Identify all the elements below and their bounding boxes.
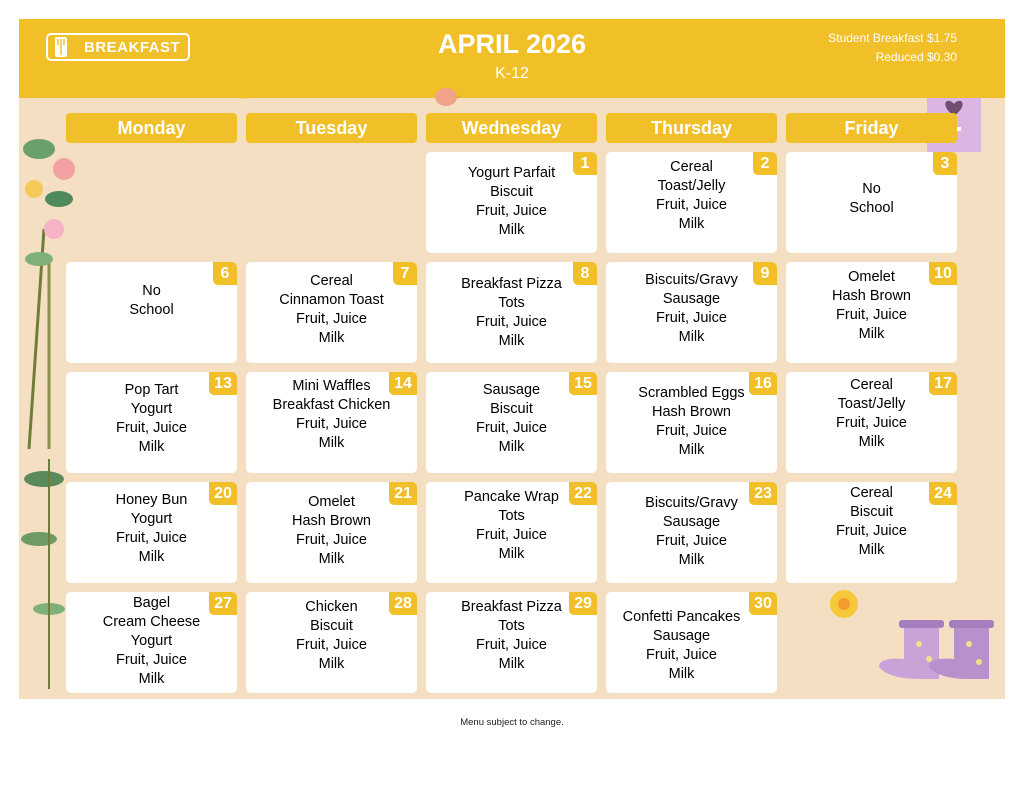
- menu-item: Milk: [678, 216, 705, 232]
- page-title: APRIL 2026: [437, 29, 587, 59]
- menu-item: Milk: [318, 551, 345, 567]
- day-cell: [246, 372, 417, 473]
- day-cell: [606, 152, 777, 253]
- menu-item: Milk: [138, 671, 165, 687]
- menu-item: Milk: [138, 439, 165, 455]
- day-cell: [786, 152, 957, 253]
- menu-items: [426, 488, 597, 564]
- day-cell: [246, 262, 417, 363]
- header-bar: [19, 19, 1005, 98]
- menu-item: Fruit, Juice: [656, 533, 727, 549]
- day-number: 16: [749, 372, 777, 395]
- reduced-price: Reduced $0.30: [875, 50, 957, 64]
- menu-item: Yogurt: [130, 401, 173, 417]
- day-number: 8: [573, 262, 597, 285]
- menu-item: Milk: [138, 549, 165, 565]
- day-number: 21: [389, 482, 417, 505]
- day-cell: [426, 262, 597, 363]
- day-header-thursday: Thursday: [606, 113, 777, 143]
- day-number: 28: [389, 592, 417, 615]
- day-number: 1: [573, 152, 597, 175]
- menu-item: Yogurt Parfait: [467, 165, 556, 181]
- menu-item: Biscuit: [490, 401, 533, 417]
- menu-items: [606, 158, 777, 234]
- menu-item: Bagel: [132, 595, 171, 611]
- menu-item: Breakfast Pizza: [461, 599, 562, 615]
- menu-items: [246, 598, 417, 674]
- menu-item: Fruit, Juice: [836, 523, 907, 539]
- day-header-tuesday: Tuesday: [246, 113, 417, 143]
- day-cell: [66, 592, 237, 693]
- menu-items: [246, 377, 417, 453]
- menu-item: Milk: [498, 656, 525, 672]
- menu-item: Cereal: [310, 273, 353, 289]
- student-price: Student Breakfast $1.75: [828, 31, 957, 45]
- menu-item: Tots: [498, 508, 525, 524]
- price-info: [828, 29, 957, 67]
- menu-items: [786, 376, 957, 452]
- menu-item: Cereal: [850, 485, 893, 501]
- menu-items: [596, 608, 767, 684]
- menu-item: Milk: [318, 435, 345, 451]
- menu-item: Breakfast Chicken: [272, 397, 391, 413]
- menu-item: Fruit, Juice: [656, 423, 727, 439]
- menu-item: Pop Tart: [124, 382, 179, 398]
- menu-item: No: [862, 181, 881, 197]
- menu-items: [606, 384, 777, 460]
- menu-item: Sausage: [652, 628, 711, 644]
- day-number: 20: [209, 482, 237, 505]
- day-number: 27: [209, 592, 237, 615]
- menu-item: Toast/Jelly: [657, 178, 726, 194]
- day-cell: [606, 482, 777, 583]
- menu-item: Biscuit: [850, 504, 893, 520]
- menu-items: [66, 282, 237, 320]
- menu-item: Biscuits/Gravy: [645, 272, 738, 288]
- menu-item: Pancake Wrap: [464, 489, 559, 505]
- menu-item: Confetti Pancakes: [622, 609, 741, 625]
- menu-items: [66, 491, 237, 567]
- menu-item: Tots: [498, 295, 525, 311]
- menu-item: Milk: [498, 546, 525, 562]
- day-cell: [786, 372, 957, 473]
- menu-item: Hash Brown: [832, 288, 911, 304]
- menu-item: Sausage: [662, 514, 721, 530]
- menu-items: [786, 268, 957, 344]
- menu-item: Fruit, Juice: [646, 647, 717, 663]
- day-number: 22: [569, 482, 597, 505]
- menu-item: Milk: [678, 442, 705, 458]
- menu-item: Hash Brown: [292, 513, 371, 529]
- day-number: 3: [933, 152, 957, 175]
- menu-item: Fruit, Juice: [116, 530, 187, 546]
- day-number: 9: [753, 262, 777, 285]
- menu-item: Fruit, Juice: [656, 197, 727, 213]
- menu-item: Milk: [668, 666, 695, 682]
- day-header-wednesday: Wednesday: [426, 113, 597, 143]
- day-number: 13: [209, 372, 237, 395]
- menu-item: School: [129, 302, 174, 318]
- menu-item: Fruit, Juice: [476, 637, 547, 653]
- menu-item: Cereal: [850, 377, 893, 393]
- menu-item: Fruit, Juice: [116, 652, 187, 668]
- footer-note: Menu subject to change.: [460, 717, 564, 728]
- menu-item: Milk: [498, 333, 525, 349]
- menu-items: [426, 598, 597, 674]
- menu-item: Biscuit: [310, 618, 353, 634]
- menu-item: Fruit, Juice: [476, 314, 547, 330]
- menu-item: Fruit, Juice: [656, 310, 727, 326]
- calendar-page: [19, 19, 1005, 699]
- menu-item: Fruit, Juice: [296, 416, 367, 432]
- menu-item: Cinnamon Toast: [279, 292, 384, 308]
- menu-item: Milk: [678, 552, 705, 568]
- day-cell: [426, 152, 597, 253]
- day-number: 17: [929, 372, 957, 395]
- day-number: 10: [929, 262, 957, 285]
- menu-item: Yogurt: [130, 511, 173, 527]
- day-number: 29: [569, 592, 597, 615]
- menu-item: Hash Brown: [652, 404, 731, 420]
- day-number: 7: [393, 262, 417, 285]
- menu-item: Fruit, Juice: [476, 203, 547, 219]
- menu-item: Yogurt: [130, 633, 173, 649]
- day-number: 15: [569, 372, 597, 395]
- day-cell: [606, 372, 777, 473]
- menu-item: Fruit, Juice: [296, 311, 367, 327]
- menu-item: Fruit, Juice: [116, 420, 187, 436]
- menu-item: Milk: [858, 434, 885, 450]
- day-cell: [786, 262, 957, 363]
- menu-item: Fruit, Juice: [836, 307, 907, 323]
- flower-decoration-right: [814, 579, 874, 629]
- day-number: 2: [753, 152, 777, 175]
- menu-item: Fruit, Juice: [296, 637, 367, 653]
- menu-items: [246, 493, 417, 569]
- menu-item: Cereal: [670, 159, 713, 175]
- day-cell: [606, 592, 777, 693]
- day-cell: [426, 592, 597, 693]
- menu-items: [426, 275, 597, 351]
- menu-item: Fruit, Juice: [476, 527, 547, 543]
- menu-item: Mini Waffles: [292, 378, 371, 394]
- menu-item: Breakfast Pizza: [461, 276, 562, 292]
- menu-items: [786, 180, 957, 218]
- menu-items: [786, 484, 957, 560]
- boots-decoration: [864, 614, 1004, 699]
- menu-items: [66, 381, 237, 457]
- logo-label: BREAKFAST: [84, 38, 181, 56]
- day-cell: [606, 262, 777, 363]
- day-number: 14: [389, 372, 417, 395]
- menu-item: Omelet: [848, 269, 895, 285]
- menu-items: [606, 271, 777, 347]
- day-cell: [426, 372, 597, 473]
- menu-item: Honey Bun: [115, 492, 188, 508]
- bird-decoration: [432, 83, 462, 109]
- menu-item: Toast/Jelly: [837, 396, 906, 412]
- menu-item: Fruit, Juice: [476, 420, 547, 436]
- day-cell: [66, 262, 237, 363]
- menu-item: Sausage: [662, 291, 721, 307]
- menu-item: No: [142, 283, 161, 299]
- day-cell: [246, 592, 417, 693]
- day-cell: [426, 482, 597, 583]
- menu-items: [66, 594, 237, 689]
- menu-item: Tots: [498, 618, 525, 634]
- menu-item: Cream Cheese: [102, 614, 201, 630]
- menu-item: Biscuit: [490, 184, 533, 200]
- day-number: 24: [929, 482, 957, 505]
- menu-item: Fruit, Juice: [836, 415, 907, 431]
- grade-range: K-12: [495, 65, 529, 82]
- menu-items: [246, 272, 417, 348]
- menu-item: Milk: [858, 542, 885, 558]
- day-cell: [246, 482, 417, 583]
- menu-item: Milk: [318, 330, 345, 346]
- menu-item: Milk: [858, 326, 885, 342]
- day-number: 23: [749, 482, 777, 505]
- day-number: 6: [213, 262, 237, 285]
- day-number: 30: [749, 592, 777, 615]
- menu-item: Omelet: [308, 494, 355, 510]
- menu-items: [426, 381, 597, 457]
- menu-item: Milk: [498, 439, 525, 455]
- menu-item: Chicken: [305, 599, 358, 615]
- menu-item: Milk: [678, 329, 705, 345]
- menu-item: Scrambled Eggs: [638, 385, 745, 401]
- menu-items: [426, 164, 597, 240]
- menu-item: Sausage: [482, 382, 541, 398]
- menu-item: Milk: [318, 656, 345, 672]
- menu-items: [606, 494, 777, 570]
- day-header-monday: Monday: [66, 113, 237, 143]
- menu-item: Fruit, Juice: [296, 532, 367, 548]
- day-cell: [66, 372, 237, 473]
- day-header-friday: Friday: [786, 113, 957, 143]
- menu-item: Biscuits/Gravy: [645, 495, 738, 511]
- day-cell: [66, 482, 237, 583]
- menu-item: Milk: [498, 222, 525, 238]
- day-cell: [786, 482, 957, 583]
- menu-item: School: [849, 200, 894, 216]
